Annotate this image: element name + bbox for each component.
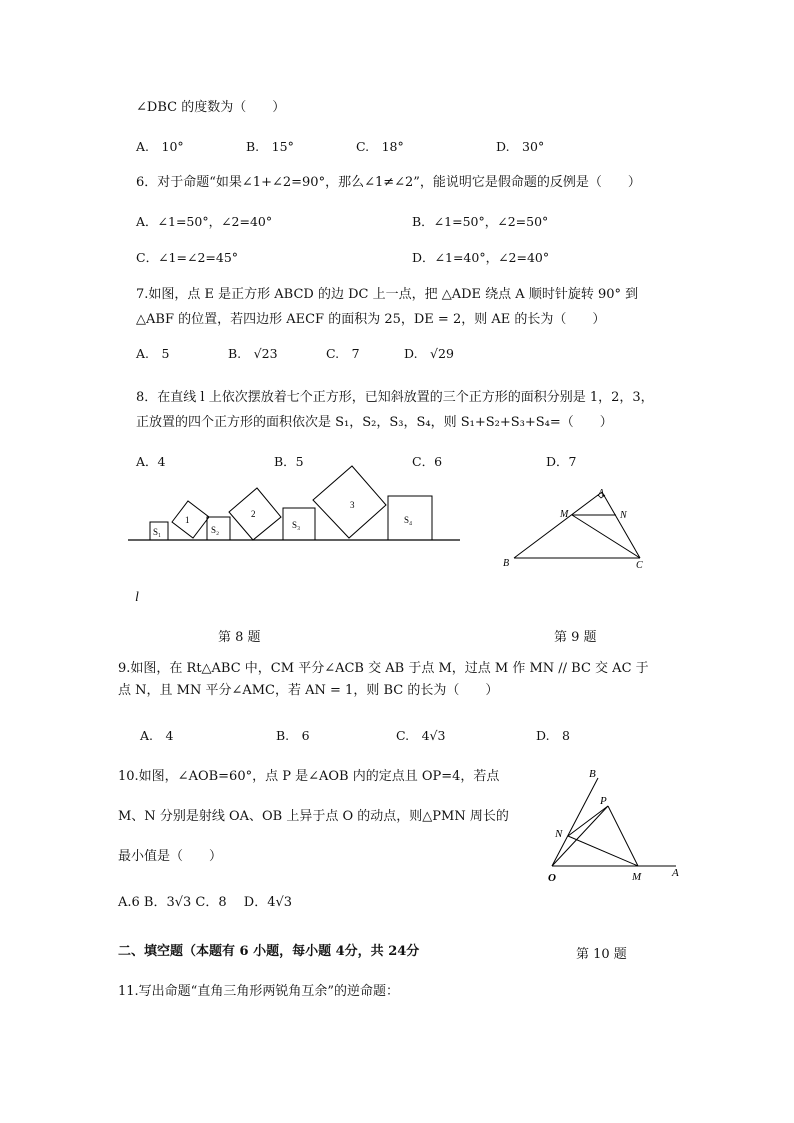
q9-option-b: B. 6 [276, 728, 310, 743]
fig9-label-n: N [620, 510, 627, 521]
fig8-label-2: 2 [251, 509, 256, 519]
fig9-label-a: A [598, 488, 605, 499]
q10-line1: 10.如图，∠AOB=60°，点 P 是∠AOB 内的定点且 OP=4，若点 [118, 769, 500, 784]
q10-line3: 最小值是（ ） [118, 849, 223, 864]
q10-line2: M、N 分别是射线 OA、OB 上异于点 O 的动点，则△PMN 周长的 [118, 809, 509, 824]
q11-stem: 11.写出命题“直角三角形两锐角互余”的逆命题： [118, 984, 399, 999]
fig8-label-3: 3 [350, 500, 355, 510]
caption-fig10: 第 10 题 [576, 947, 627, 962]
fig10-label-o: O [548, 872, 556, 884]
caption-fig8: 第 8 题 [218, 630, 261, 645]
figure-9-triangle [498, 484, 658, 574]
fig10-label-m: M [632, 871, 642, 883]
fig9-label-c: C [636, 560, 643, 571]
q7-line2: △ABF 的位置，若四边形 AECF 的面积为 25，DE = 2，则 AE 的长为（ ） [136, 312, 606, 327]
q6-option-c: C．∠1=∠2=45° [136, 250, 239, 265]
fig10-label-p: P [600, 795, 607, 807]
q5-option-b: B. 15° [246, 139, 294, 154]
q5-tail: ∠DBC 的度数为（ ） [136, 100, 286, 115]
fig8-line-label: l [135, 590, 139, 605]
figure-10-angle [540, 762, 690, 884]
fig10-label-b: B [589, 768, 596, 780]
q8-option-c: C．6 [412, 454, 443, 469]
q5-option-d: D. 30° [496, 139, 545, 154]
q8-line1: 8．在直线 l 上依次摆放着七个正方形，已知斜放置的三个正方形的面积分别是 1，2，3， [136, 390, 654, 405]
fig10-label-a: A [672, 867, 679, 879]
fig8-label-s2: S₂ [211, 525, 220, 535]
q7-option-b: B. √23 [228, 346, 278, 361]
q8-option-d: D．7 [546, 454, 577, 469]
fig9-label-m: M [560, 509, 569, 520]
figure-8-squares [124, 460, 464, 550]
q6-option-b: B．∠1=50°，∠2=50° [412, 214, 549, 229]
q6-option-a: A．∠1=50°，∠2=40° [136, 214, 273, 229]
q7-option-c: C. 7 [326, 346, 360, 361]
q5-option-a: A. 10° [136, 139, 184, 154]
q8-line2: 正放置的四个正方形的面积依次是 S₁，S₂，S₃，S₄，则 S₁+S₂+S₃+S₄=（ ） [136, 415, 613, 430]
q6-stem: 6．对于命题“如果∠1+∠2=90°，那么∠1≠∠2”，能说明它是假命题的反例是（ ） [136, 175, 641, 190]
q9-line1: 9.如图，在 Rt△ABC 中，CM 平分∠ACB 交 AB 于点 M，过点 M 作 MN // BC 交 AC 于 [118, 661, 649, 676]
q9-option-d: D. 8 [536, 728, 571, 743]
q9-option-a: A. 4 [140, 728, 174, 743]
q9-line2: 点 N，且 MN 平分∠AMC，若 AN = 1，则 BC 的长为（ ） [118, 683, 499, 698]
q6-option-d: D．∠1=40°，∠2=40° [412, 250, 550, 265]
q10-options: A.6 B．3√3 C．8 D．4√3 [118, 895, 293, 910]
caption-fig9: 第 9 题 [554, 630, 597, 645]
section-2-heading: 二、填空题（本题有 6 小题，每小题 4分，共 24分 [118, 944, 420, 959]
fig9-label-b: B [503, 558, 510, 569]
fig8-label-s3: S₃ [292, 520, 301, 530]
q9-option-c: C. 4√3 [396, 728, 446, 743]
fig8-label-s4: S₄ [404, 515, 413, 525]
fig10-label-n: N [555, 828, 563, 840]
q8-option-a: A．4 [136, 454, 166, 469]
q7-option-d: D. √29 [404, 346, 454, 361]
q7-line1: 7.如图，点 E 是正方形 ABCD 的边 DC 上一点，把 △ADE 绕点 A 顺时针旋转 90° 到 [136, 287, 639, 302]
q5-option-c: C. 18° [356, 139, 404, 154]
q7-option-a: A. 5 [136, 346, 170, 361]
fig8-label-1: 1 [185, 515, 190, 525]
q8-option-b: B．5 [274, 454, 304, 469]
fig8-label-s1: S₁ [153, 527, 162, 537]
